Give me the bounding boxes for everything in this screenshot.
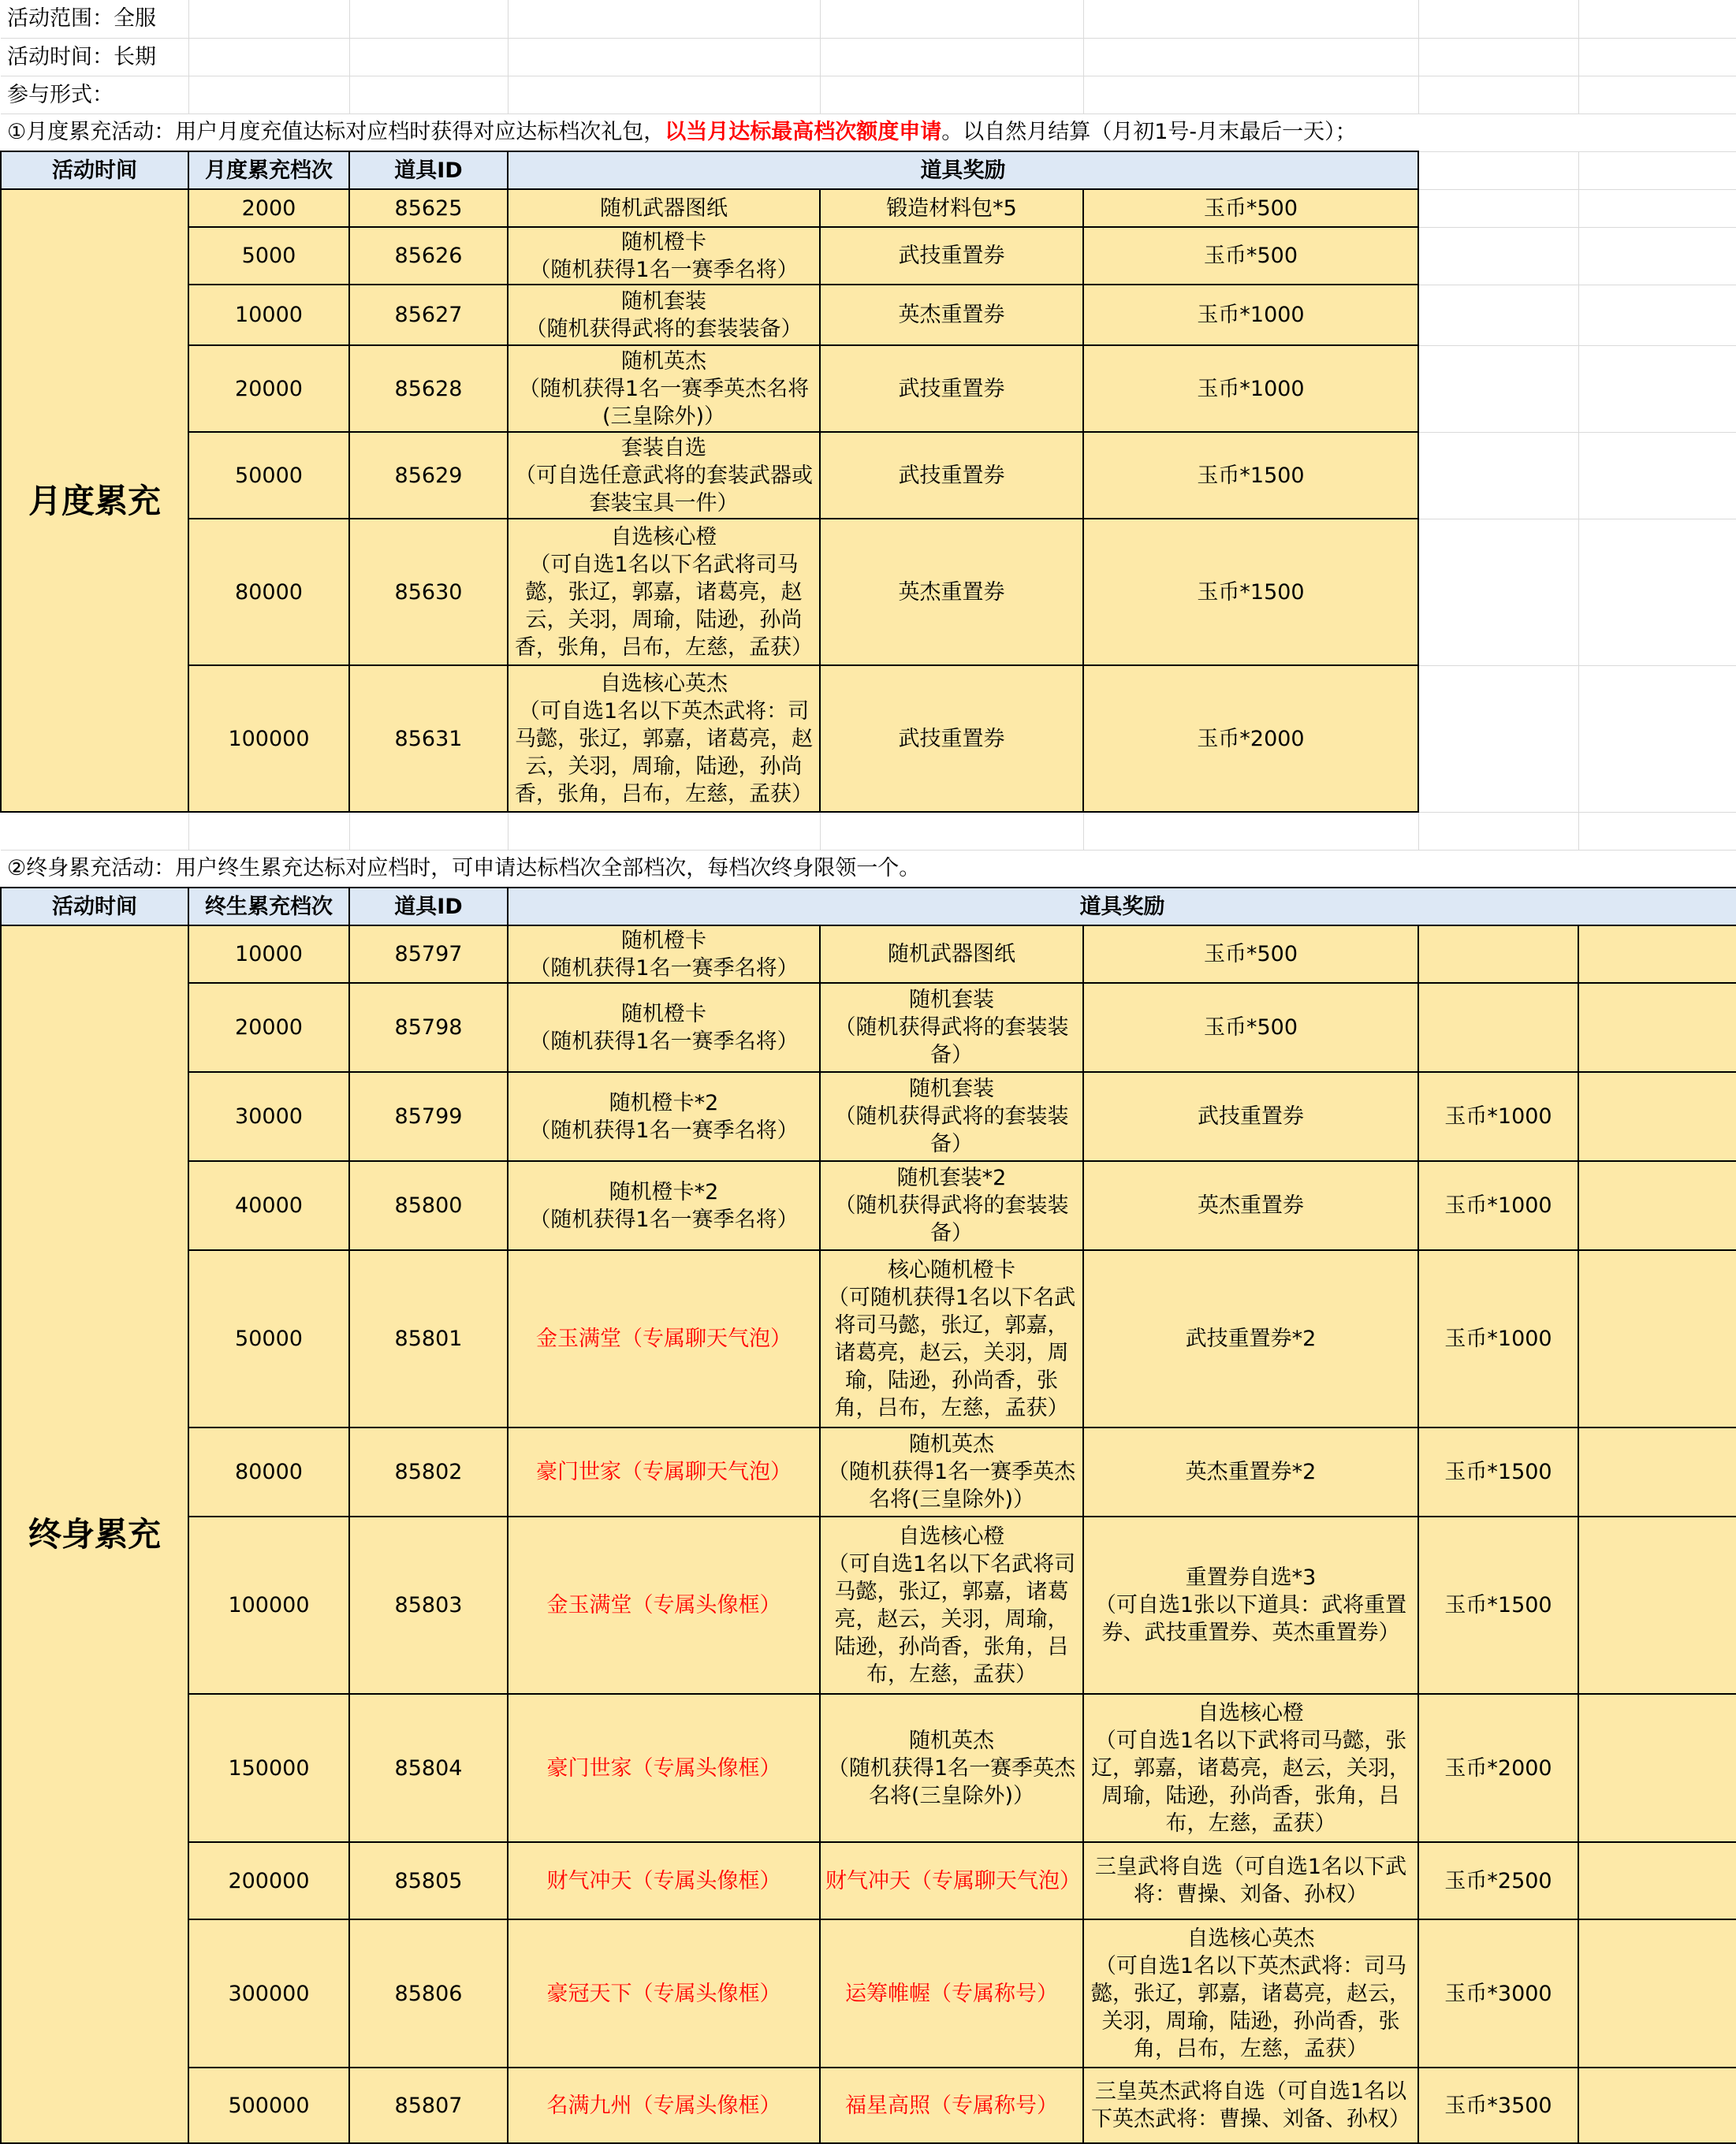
item-id: 85799 xyxy=(349,1072,508,1161)
tier-value: 20000 xyxy=(188,983,349,1072)
reward-2: 随机套装*2 （随机获得武将的套装装备） xyxy=(820,1161,1083,1250)
item-id: 85804 xyxy=(349,1694,508,1842)
tier-value: 150000 xyxy=(188,1694,349,1842)
table-row xyxy=(1,285,1736,345)
tier-value: 5000 xyxy=(188,227,349,285)
reward-2: 随机套装 （随机获得武将的套装装备） xyxy=(820,983,1083,1072)
reward-5 xyxy=(1578,925,1736,983)
table-row xyxy=(1,345,1736,432)
item-id: 85802 xyxy=(349,1427,508,1517)
reward-4: 玉币*1500 xyxy=(1418,1517,1578,1694)
item-id: 85629 xyxy=(349,432,508,519)
table-row xyxy=(1,1427,1736,1517)
header-item-id: 道具ID xyxy=(349,151,508,189)
table-row xyxy=(1,227,1736,285)
reward-5 xyxy=(1578,983,1736,1072)
reward-1: 随机橙卡 （随机获得1名一赛季名将） xyxy=(508,227,820,285)
header-tier: 月度累充档次 xyxy=(188,151,349,189)
reward-5 xyxy=(1578,2068,1736,2143)
reward-3: 玉币*1500 xyxy=(1083,519,1418,665)
item-id: 85800 xyxy=(349,1161,508,1250)
reward-5 xyxy=(1578,1250,1736,1427)
table-row xyxy=(1,432,1736,519)
tier-value: 10000 xyxy=(188,285,349,345)
reward-3: 英杰重置券 xyxy=(1083,1161,1418,1250)
tier-value: 20000 xyxy=(188,345,349,432)
reward-3: 玉币*500 xyxy=(1083,925,1418,983)
reward-1: 自选核心英杰 （可自选1名以下英杰武将：司马懿，张辽，郭嘉，诸葛亮，赵云，关羽，周瑜，陆逊，孙尚香，张角，吕布，左慈，孟获） xyxy=(508,665,820,812)
table-row xyxy=(1,1072,1736,1161)
tier-value: 300000 xyxy=(188,1919,349,2068)
reward-3: 武技重置券 xyxy=(1083,1072,1418,1161)
item-id: 85806 xyxy=(349,1919,508,2068)
reward-5 xyxy=(1578,1072,1736,1161)
tier-value: 50000 xyxy=(188,1250,349,1427)
reward-3: 英杰重置券*2 xyxy=(1083,1427,1418,1517)
reward-2: 随机套装 （随机获得武将的套装装备） xyxy=(820,1072,1083,1161)
reward-3: 玉币*1000 xyxy=(1083,345,1418,432)
header-rewards: 道具奖励 xyxy=(508,888,1736,925)
table-row xyxy=(1,1919,1736,2068)
time-text: 活动时间：长期 xyxy=(1,38,188,76)
tier-value: 100000 xyxy=(188,665,349,812)
reward-2: 运筹帷幄（专属称号） xyxy=(820,1919,1083,2068)
reward-3: 自选核心橙 （可自选1名以下武将司马懿，张辽，郭嘉，诸葛亮，赵云，关羽，周瑜，陆逊，孙尚香，张角，吕布，左慈，孟获） xyxy=(1083,1694,1418,1842)
reward-3: 重置券自选*3 （可自选1张以下道具：武将重置券、武技重置券、英杰重置券） xyxy=(1083,1517,1418,1694)
reward-3: 玉币*500 xyxy=(1083,189,1418,227)
item-id: 85631 xyxy=(349,665,508,812)
table-row xyxy=(1,2068,1736,2143)
reward-2: 英杰重置券 xyxy=(820,285,1083,345)
reward-2: 财气冲天（专属聊天气泡） xyxy=(820,1842,1083,1919)
reward-1: 金玉满堂（专属头像框） xyxy=(508,1517,820,1694)
reward-1: 财气冲天（专属头像框） xyxy=(508,1842,820,1919)
reward-2: 武技重置券 xyxy=(820,227,1083,285)
item-id: 85628 xyxy=(349,345,508,432)
reward-5 xyxy=(1578,1842,1736,1919)
reward-1: 豪冠天下（专属头像框） xyxy=(508,1919,820,2068)
reward-5 xyxy=(1578,1161,1736,1250)
monthly-desc-post: 。以自然月结算（月初1号-月末最后一天）； xyxy=(941,120,1357,145)
reward-4: 玉币*1000 xyxy=(1418,1250,1578,1427)
reward-4: 玉币*2500 xyxy=(1418,1842,1578,1919)
reward-5 xyxy=(1578,1517,1736,1694)
item-id: 85627 xyxy=(349,285,508,345)
header-item-id: 道具ID xyxy=(349,888,508,925)
reward-1: 随机套装 （随机获得武将的套装装备） xyxy=(508,285,820,345)
table-row xyxy=(1,1517,1736,1694)
monthly-desc-emphasis: 以当月达标最高档次额度申请 xyxy=(665,120,942,145)
reward-3: 三皇武将自选（可自选1名以下武将：曹操、刘备、孙权） xyxy=(1083,1842,1418,1919)
section-label-monthly: 月度累充 xyxy=(1,189,188,812)
reward-3: 玉币*2000 xyxy=(1083,665,1418,812)
tier-value: 80000 xyxy=(188,519,349,665)
monthly-desc-pre: ①月度累充活动：用户月度充值达标对应档时获得对应达标档次礼包， xyxy=(7,120,665,145)
reward-1: 随机橙卡*2 （随机获得1名一赛季名将） xyxy=(508,1072,820,1161)
monthly-description xyxy=(1,114,1736,151)
header-tier: 终生累充档次 xyxy=(188,888,349,925)
item-id: 85807 xyxy=(349,2068,508,2143)
form-text: 参与形式： xyxy=(1,76,188,114)
reward-3: 玉币*1000 xyxy=(1083,285,1418,345)
reward-1: 随机英杰 （随机获得1名一赛季英杰名将 (三皇除外)） xyxy=(508,345,820,432)
reward-1: 套装自选 （可自选任意武将的套装武器或套装宝具一件） xyxy=(508,432,820,519)
reward-2: 锻造材料包*5 xyxy=(820,189,1083,227)
reward-4: 玉币*1000 xyxy=(1418,1161,1578,1250)
reward-2: 自选核心橙 （可自选1名以下名武将司马懿，张辽，郭嘉，诸葛亮，赵云，关羽，周瑜，陆逊，孙尚香，张角，吕布，左慈，孟获） xyxy=(820,1517,1083,1694)
header-activity-time: 活动时间 xyxy=(1,151,188,189)
tier-value: 500000 xyxy=(188,2068,349,2143)
reward-3: 武技重置券*2 xyxy=(1083,1250,1418,1427)
reward-1: 金玉满堂（专属聊天气泡） xyxy=(508,1250,820,1427)
reward-2: 随机武器图纸 xyxy=(820,925,1083,983)
table-row xyxy=(1,925,1736,983)
reward-4 xyxy=(1418,925,1578,983)
reward-1: 随机武器图纸 xyxy=(508,189,820,227)
reward-3: 玉币*1500 xyxy=(1083,432,1418,519)
table-row xyxy=(1,1250,1736,1427)
reward-5 xyxy=(1578,1427,1736,1517)
reward-3: 自选核心英杰 （可自选1名以下英杰武将：司马懿，张辽，郭嘉，诸葛亮，赵云，关羽，周瑜，陆逊，孙尚香，张角，吕布，左慈，孟获） xyxy=(1083,1919,1418,2068)
reward-4: 玉币*1500 xyxy=(1418,1427,1578,1517)
table-row xyxy=(1,189,1736,227)
table-row xyxy=(1,1842,1736,1919)
reward-1: 豪门世家（专属头像框） xyxy=(508,1694,820,1842)
reward-1: 随机橙卡*2 （随机获得1名一赛季名将） xyxy=(508,1161,820,1250)
item-id: 85803 xyxy=(349,1517,508,1694)
reward-4: 玉币*1000 xyxy=(1418,1072,1578,1161)
reward-3: 玉币*500 xyxy=(1083,983,1418,1072)
reward-4: 玉币*3000 xyxy=(1418,1919,1578,2068)
reward-3: 三皇英杰武将自选（可自选1名以下英杰武将：曹操、刘备、孙权） xyxy=(1083,2068,1418,2143)
reward-1: 随机橙卡 （随机获得1名一赛季名将） xyxy=(508,983,820,1072)
tier-value: 10000 xyxy=(188,925,349,983)
tier-value: 30000 xyxy=(188,1072,349,1161)
tier-value: 2000 xyxy=(188,189,349,227)
reward-2: 随机英杰 （随机获得1名一赛季英杰名将(三皇除外)） xyxy=(820,1694,1083,1842)
tier-value: 50000 xyxy=(188,432,349,519)
scope-text: 活动范围：全服 xyxy=(1,0,188,38)
reward-4 xyxy=(1418,983,1578,1072)
reward-2: 武技重置券 xyxy=(820,432,1083,519)
reward-2: 福星高照（专属称号） xyxy=(820,2068,1083,2143)
reward-1: 自选核心橙 （可自选1名以下名武将司马懿，张辽，郭嘉，诸葛亮，赵云，关羽，周瑜，陆逊，孙尚香，张角，吕布，左慈，孟获） xyxy=(508,519,820,665)
reward-4: 玉币*2000 xyxy=(1418,1694,1578,1842)
reward-3: 玉币*500 xyxy=(1083,227,1418,285)
reward-5 xyxy=(1578,1694,1736,1842)
reward-2: 武技重置券 xyxy=(820,665,1083,812)
header-activity-time: 活动时间 xyxy=(1,888,188,925)
item-id: 85797 xyxy=(349,925,508,983)
item-id: 85625 xyxy=(349,189,508,227)
reward-2: 随机英杰 （随机获得1名一赛季英杰名将(三皇除外)） xyxy=(820,1427,1083,1517)
tier-value: 80000 xyxy=(188,1427,349,1517)
tier-value: 40000 xyxy=(188,1161,349,1250)
reward-1: 随机橙卡 （随机获得1名一赛季名将） xyxy=(508,925,820,983)
table-row xyxy=(1,1161,1736,1250)
item-id: 85805 xyxy=(349,1842,508,1919)
reward-2: 核心随机橙卡 （可随机获得1名以下名武将司马懿，张辽，郭嘉，诸葛亮，赵云，关羽，周瑜，陆逊，孙尚香，张角，吕布，左慈，孟获） xyxy=(820,1250,1083,1427)
reward-5 xyxy=(1578,1919,1736,2068)
table-row xyxy=(1,1694,1736,1842)
reward-1: 名满九州（专属头像框） xyxy=(508,2068,820,2143)
tier-value: 200000 xyxy=(188,1842,349,1919)
table-row xyxy=(1,519,1736,665)
item-id: 85626 xyxy=(349,227,508,285)
header-rewards: 道具奖励 xyxy=(508,151,1418,189)
reward-2: 英杰重置券 xyxy=(820,519,1083,665)
reward-2: 武技重置券 xyxy=(820,345,1083,432)
section-label-lifetime: 终身累充 xyxy=(1,925,188,2143)
item-id: 85630 xyxy=(349,519,508,665)
item-id: 85801 xyxy=(349,1250,508,1427)
item-id: 85798 xyxy=(349,983,508,1072)
reward-4: 玉币*3500 xyxy=(1418,2068,1578,2143)
lifetime-description: ②终身累充活动：用户终生累充达标对应档时，可申请达标档次全部档次，每档次终身限领一个。 xyxy=(1,850,1736,888)
table-row xyxy=(1,665,1736,812)
tier-value: 100000 xyxy=(188,1517,349,1694)
reward-1: 豪门世家（专属聊天气泡） xyxy=(508,1427,820,1517)
table-row xyxy=(1,983,1736,1072)
